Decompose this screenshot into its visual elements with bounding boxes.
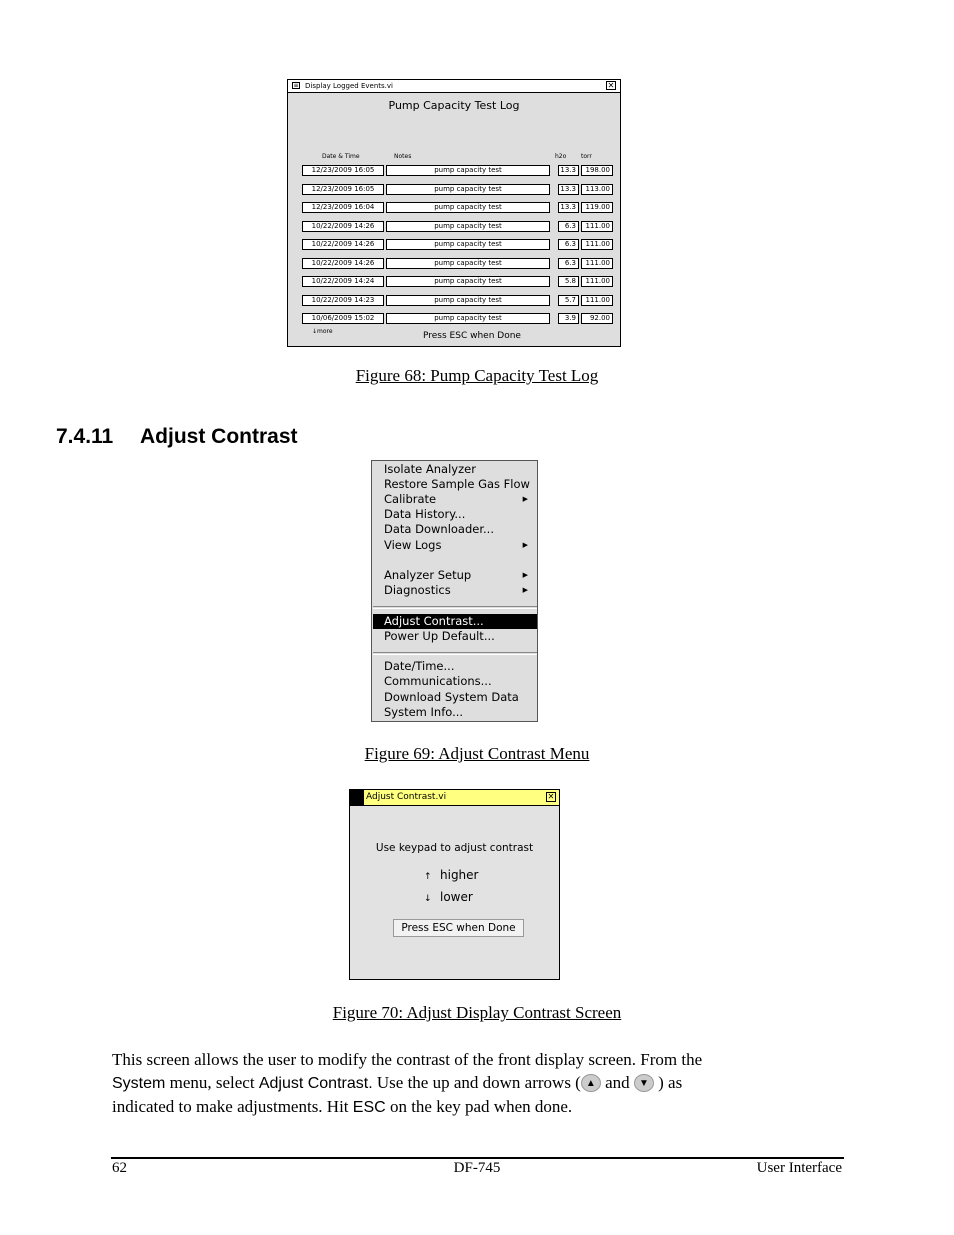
- log-torr-cell: 111.00: [581, 258, 613, 269]
- adjust-contrast-window-title: Adjust Contrast.vi: [366, 792, 447, 802]
- menu-item-adjust-contrast[interactable]: [373, 614, 537, 629]
- down-arrow-key-icon: ▼: [634, 1074, 654, 1092]
- log-torr-cell: 111.00: [581, 276, 613, 287]
- log-date-cell: 10/22/2009 14:26: [302, 239, 384, 250]
- log-h2o-cell: 13.3: [558, 165, 579, 176]
- pump-log-titlebar: [288, 80, 620, 93]
- log-torr-cell: 113.00: [581, 184, 613, 195]
- arrow-down-icon: ↓: [312, 328, 318, 335]
- log-note-cell: pump capacity test: [386, 295, 550, 306]
- header-h2o: h2o: [555, 153, 567, 160]
- menu-item-label: Restore Sample Gas Flow: [384, 477, 530, 491]
- arrow-down-icon: ↓: [424, 894, 432, 904]
- log-torr-cell: 111.00: [581, 295, 613, 306]
- menu-item-power-up-default[interactable]: [373, 629, 537, 644]
- paragraph-text: and: [600, 1073, 634, 1092]
- log-note-cell: pump capacity test: [386, 165, 550, 176]
- figure69-caption: [0, 744, 954, 764]
- log-title: Pump Capacity Test Log: [388, 99, 520, 112]
- menu-separator: [373, 652, 537, 655]
- log-row: [302, 184, 614, 195]
- menu-item-label: Calibrate: [384, 492, 437, 506]
- menu-item-view-logs[interactable]: [373, 538, 537, 553]
- menu-item-label: System Info...: [384, 705, 464, 719]
- submenu-arrow-icon: ▶: [522, 571, 528, 579]
- log-h2o-cell: 5.7: [558, 295, 579, 306]
- menu-item-isolate-analyzer[interactable]: [373, 462, 537, 477]
- esc-message: Press ESC when Done: [423, 331, 521, 341]
- header-date-time: Date & Time: [322, 153, 360, 160]
- menu-item-label: Data History...: [384, 507, 466, 521]
- paragraph-text: ) as: [653, 1073, 683, 1092]
- footer-doc-id: DF-745: [453, 1160, 501, 1176]
- system-menu: [371, 460, 538, 722]
- section-number: 7.4.11: [56, 425, 114, 448]
- paragraph-text: on the key pad when done.: [385, 1097, 573, 1116]
- log-h2o-cell: 6.3: [558, 239, 579, 250]
- menu-item-calibrate[interactable]: [373, 492, 537, 507]
- figure69-caption-text: Figure 69: Adjust Contrast Menu: [364, 744, 590, 763]
- lower-option: [424, 890, 473, 904]
- footer-page-number: 62: [112, 1160, 127, 1176]
- up-arrow-key-icon: ▲: [581, 1074, 601, 1092]
- menu-item-restore-sample-gas-flow[interactable]: [373, 477, 537, 492]
- menu-item-date-time[interactable]: [373, 659, 537, 674]
- submenu-arrow-icon: ▶: [522, 541, 528, 549]
- log-row: [302, 258, 614, 269]
- menu-item-label: Date/Time...: [384, 659, 455, 673]
- log-date-cell: 12/23/2009 16:05: [302, 165, 384, 176]
- adjust-contrast-window: [349, 789, 560, 980]
- log-row: [302, 276, 614, 287]
- menu-item-label: Analyzer Setup: [384, 568, 472, 582]
- section-heading: [56, 425, 298, 449]
- contrast-instruction: Use keypad to adjust contrast: [375, 842, 534, 854]
- menu-item-label: Isolate Analyzer: [384, 462, 476, 476]
- adjust-contrast-ref: Adjust Contrast.: [258, 1075, 373, 1092]
- submenu-arrow-icon: ▶: [522, 495, 528, 503]
- menu-item-label: View Logs: [384, 538, 442, 552]
- figure68-caption-text: Figure 68: Pump Capacity Test Log: [355, 366, 599, 385]
- body-paragraph: [112, 1048, 812, 1119]
- higher-option: [424, 868, 478, 882]
- pump-log-window-title: Display Logged Events.vi: [305, 82, 393, 90]
- menu-item-analyzer-setup[interactable]: [373, 568, 537, 583]
- log-row: [302, 313, 614, 324]
- log-row: [302, 221, 614, 232]
- window-menu-icon: [350, 790, 364, 805]
- footer-section: User Interface: [756, 1160, 842, 1176]
- menu-item-communications[interactable]: [373, 674, 537, 689]
- menu-item-download-system-data[interactable]: [373, 690, 537, 705]
- log-note-cell: pump capacity test: [386, 221, 550, 232]
- log-h2o-cell: 3.9: [558, 313, 579, 324]
- more-indicator[interactable]: [312, 328, 333, 335]
- menu-item-data-downloader[interactable]: [373, 522, 537, 537]
- log-row: [302, 239, 614, 250]
- close-icon[interactable]: ✕: [607, 81, 615, 90]
- log-date-cell: 10/22/2009 14:23: [302, 295, 384, 306]
- log-h2o-cell: 13.3: [558, 184, 579, 195]
- figure70-caption: [0, 1003, 954, 1023]
- paragraph-text: indicated to make adjustments. Hit: [112, 1097, 353, 1116]
- log-torr-cell: 111.00: [581, 239, 613, 250]
- menu-item-data-history[interactable]: [373, 507, 537, 522]
- submenu-arrow-icon: ▶: [522, 586, 528, 594]
- menu-item-label: Diagnostics: [384, 583, 451, 597]
- log-note-cell: pump capacity test: [386, 276, 550, 287]
- figure70-caption-text: Figure 70: Adjust Display Contrast Screen: [332, 1003, 622, 1022]
- higher-label: higher: [440, 868, 479, 882]
- log-date-cell: 12/23/2009 16:05: [302, 184, 384, 195]
- log-note-cell: pump capacity test: [386, 184, 550, 195]
- menu-item-label: Communications...: [384, 674, 492, 688]
- log-row: [302, 202, 614, 213]
- press-esc-button[interactable]: Press ESC when Done: [393, 919, 524, 937]
- close-icon[interactable]: ✕: [547, 792, 555, 801]
- menu-separator: [373, 606, 537, 609]
- figure68-caption: [0, 366, 954, 386]
- system-menu-ref: System: [112, 1075, 166, 1092]
- log-h2o-cell: 6.3: [558, 221, 579, 232]
- arrow-up-icon: ↑: [424, 872, 432, 882]
- menu-item-diagnostics[interactable]: [373, 583, 537, 598]
- menu-item-label: Adjust Contrast...: [384, 614, 484, 628]
- footer-rule: [111, 1157, 844, 1159]
- log-torr-cell: 119.00: [581, 202, 613, 213]
- paragraph-text: This screen allows the user to modify the contrast of the front display screen. From the: [112, 1050, 703, 1069]
- paragraph-text: Use the up and down arrows (: [372, 1073, 581, 1092]
- log-row: [302, 165, 614, 176]
- log-torr-cell: 92.00: [581, 313, 613, 324]
- menu-item-label: Download System Data: [384, 690, 519, 704]
- log-date-cell: 10/22/2009 14:26: [302, 258, 384, 269]
- app-icon: ≡: [293, 82, 299, 89]
- log-note-cell: pump capacity test: [386, 202, 550, 213]
- menu-item-label: Power Up Default...: [384, 629, 495, 643]
- pump-log-window: [287, 79, 621, 347]
- log-h2o-cell: 13.3: [558, 202, 579, 213]
- log-date-cell: 12/23/2009 16:04: [302, 202, 384, 213]
- log-h2o-cell: 5.8: [558, 276, 579, 287]
- log-torr-cell: 198.00: [581, 165, 613, 176]
- section-title: Adjust Contrast: [140, 425, 298, 448]
- log-row: [302, 295, 614, 306]
- log-note-cell: pump capacity test: [386, 239, 550, 250]
- log-note-cell: pump capacity test: [386, 313, 550, 324]
- header-notes: Notes: [394, 153, 412, 160]
- menu-item-system-info[interactable]: [373, 705, 537, 720]
- menu-item-label: Data Downloader...: [384, 522, 494, 536]
- esc-key-ref: ESC: [352, 1099, 386, 1116]
- adjust-contrast-titlebar: [350, 790, 559, 806]
- log-date-cell: 10/06/2009 15:02: [302, 313, 384, 324]
- log-note-cell: pump capacity test: [386, 258, 550, 269]
- header-torr: torr: [581, 153, 592, 160]
- more-label: more: [317, 328, 333, 335]
- lower-label: lower: [440, 890, 473, 904]
- paragraph-text: menu, select: [165, 1073, 259, 1092]
- log-date-cell: 10/22/2009 14:26: [302, 221, 384, 232]
- log-date-cell: 10/22/2009 14:24: [302, 276, 384, 287]
- log-h2o-cell: 6.3: [558, 258, 579, 269]
- log-torr-cell: 111.00: [581, 221, 613, 232]
